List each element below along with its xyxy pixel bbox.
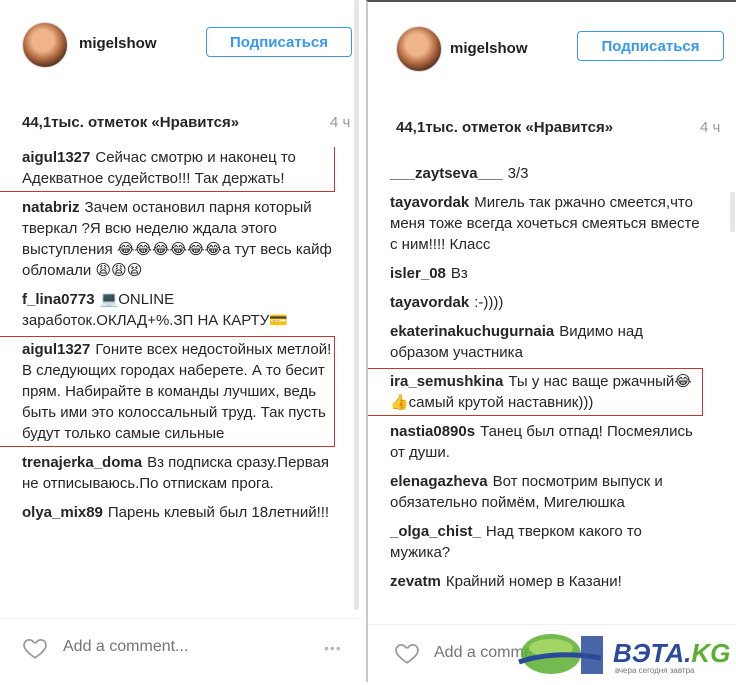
comment-text: Зачем остановил парня который тверкал ?Я всю неделю ждала этого выступления 😂😂😂😂😂😂а тут весь кайф обломали 😩😩😫 — [22, 199, 332, 279]
watermark-logo — [515, 628, 735, 680]
comment-username[interactable]: natabriz — [22, 199, 80, 216]
comment-username[interactable]: tayavordak — [390, 294, 470, 311]
logo-tagline: вчера сегодня завтра — [615, 666, 695, 675]
comment-text: Танец был отпад! Посмеялись от души. — [390, 423, 693, 461]
logo-text: ВЭТА.KG — [613, 638, 731, 668]
comment-text: Ты у нас ваще ржачный😂👍самый крутой наставник))) — [390, 373, 692, 411]
comment-username[interactable]: ira_semushkina — [390, 373, 504, 390]
comment-username[interactable]: olya_mix89 — [22, 504, 103, 521]
comments-list — [0, 147, 362, 608]
comment-text: Над тверком какого то мужика? — [390, 523, 642, 561]
likes-count[interactable]: 44,1тыс. отметок «Нравится» — [396, 119, 614, 136]
comment — [368, 263, 700, 284]
divider — [0, 618, 362, 619]
comment-text: Парень клевый был 18летний!!! — [107, 504, 330, 521]
add-comment-row — [0, 628, 362, 668]
timestamp[interactable]: 4 ч — [330, 114, 351, 131]
comment-text: Мигель так ржачно смеется,что меня тоже всегда хочеться смеяться вместе с ним!!!! Класс — [390, 194, 700, 253]
post-header — [368, 2, 736, 92]
comment — [368, 292, 700, 313]
comment — [368, 571, 700, 592]
highlighted-comment — [368, 371, 700, 413]
comment-text: Вот посмотрим выпуск и обязательно поймём, Мигелюшка — [390, 473, 663, 511]
comment — [368, 421, 700, 463]
comment — [368, 521, 700, 563]
comment-username[interactable]: trenajerka_doma — [22, 454, 143, 471]
comment — [0, 502, 332, 523]
comment — [0, 197, 332, 281]
comment-username[interactable]: elenagazheva — [390, 473, 488, 490]
avatar[interactable] — [22, 22, 68, 68]
comment-username[interactable]: zevatm — [390, 573, 441, 590]
comment — [368, 163, 700, 184]
post-header — [0, 0, 362, 90]
comment-text: 💻ONLINE заработок.ОКЛАД+%.ЗП НА КАРТУ💳 — [22, 291, 288, 329]
comment-text: Крайний номер в Казани! — [445, 573, 622, 590]
post-panel-right — [366, 0, 736, 682]
comment-text: Гоните всех недостойных метлой! В следующих городах наберете. А то бесит прям. Набирайте в команды лучших, ведь быть ими это колоссальный труд. Так пусть будут только самые сильные — [22, 341, 332, 442]
comment-text: :-)))) — [474, 294, 504, 311]
comment-username[interactable]: f_lina0773 — [22, 291, 95, 308]
comment — [368, 321, 700, 363]
comment-username[interactable]: ___zaytseva___ — [390, 165, 503, 182]
comment-username[interactable]: nastia0890s — [390, 423, 476, 440]
comment — [0, 452, 332, 494]
username-link[interactable]: migelshow — [79, 35, 157, 52]
comment — [368, 192, 700, 255]
globe-icon — [515, 628, 605, 680]
comments-list — [368, 163, 736, 614]
more-options-icon[interactable]: ••• — [324, 640, 342, 656]
heart-icon[interactable] — [22, 635, 48, 661]
scrollbar[interactable] — [730, 192, 735, 232]
highlighted-comment — [0, 339, 332, 444]
divider — [368, 624, 736, 625]
comment-username[interactable]: aigul1327 — [22, 149, 91, 166]
comment — [0, 289, 332, 331]
comment-text: 3/3 — [507, 165, 529, 182]
likes-count[interactable]: 44,1тыс. отметок «Нравится» — [22, 114, 240, 131]
comment-text: Вз подписка сразу.Первая не отписываюсь.По отпискам прога. — [22, 454, 330, 492]
comment-username[interactable]: isler_08 — [390, 265, 446, 282]
comment — [368, 471, 700, 513]
post-panel-left — [0, 0, 362, 682]
add-comment-input[interactable] — [63, 638, 263, 656]
follow-button[interactable]: Подписаться — [577, 31, 724, 61]
comment-text: Видимо над образом участника — [390, 323, 643, 361]
highlighted-comment — [0, 147, 332, 189]
comment-username[interactable]: tayavordak — [390, 194, 470, 211]
heart-icon[interactable] — [394, 640, 420, 666]
scrollbar[interactable] — [354, 0, 359, 610]
avatar[interactable] — [396, 26, 442, 72]
comment-username[interactable]: ekaterinakuchugurnaia — [390, 323, 555, 340]
comment-text: Вз — [450, 265, 468, 282]
comment-username[interactable]: _olga_chist_ — [390, 523, 481, 540]
comment-text: Сейчас смотрю и наконец то Адекватное судейство!!! Так держать! — [22, 149, 296, 187]
username-link[interactable]: migelshow — [450, 40, 528, 57]
timestamp[interactable]: 4 ч — [700, 119, 721, 136]
follow-button[interactable]: Подписаться — [206, 27, 352, 57]
comment-username[interactable]: aigul1327 — [22, 341, 91, 358]
